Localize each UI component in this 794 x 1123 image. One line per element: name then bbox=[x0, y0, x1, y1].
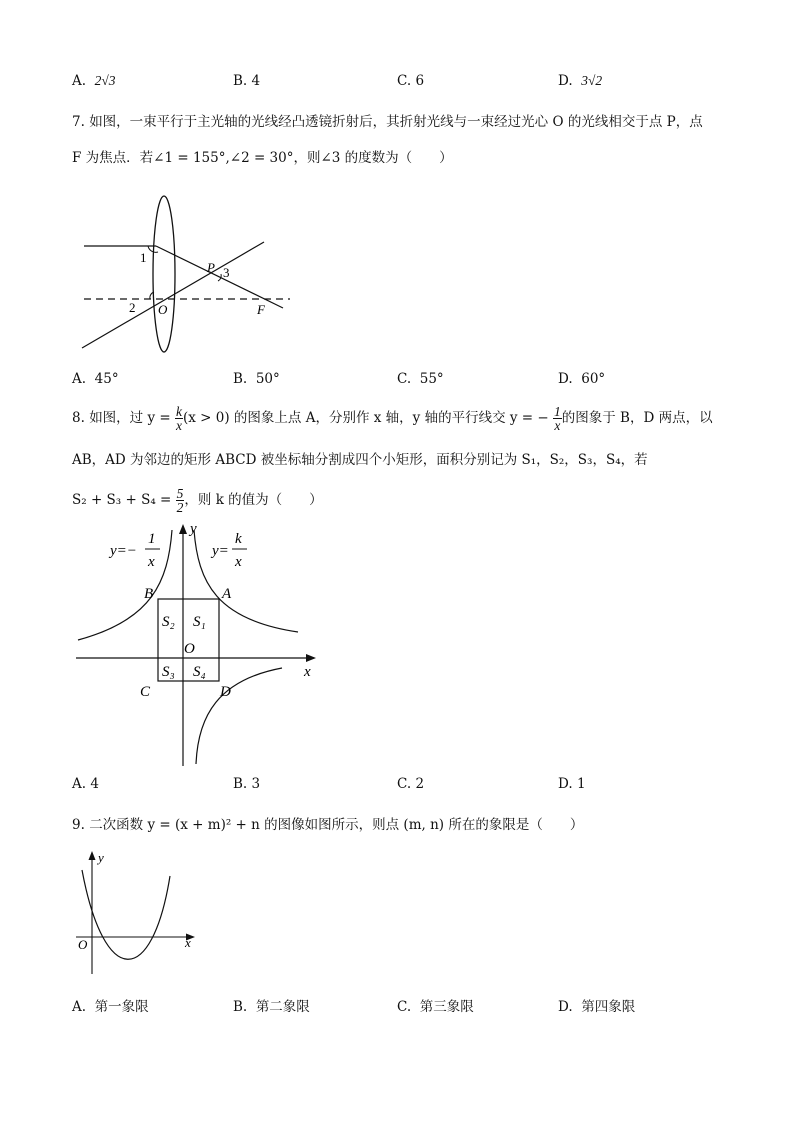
option-letter: B. bbox=[233, 371, 248, 387]
q7-option-a bbox=[72, 371, 119, 387]
option-letter: C. bbox=[397, 73, 412, 89]
option-text: 60° bbox=[581, 371, 606, 387]
option-letter: A. bbox=[72, 371, 87, 387]
question-text: F 为焦点．若∠1 = 155°,∠2 = 30°，则∠3 的度数为（ ） bbox=[72, 150, 453, 166]
q8-line3 bbox=[72, 480, 323, 520]
q9-line1 bbox=[72, 813, 583, 833]
option-letter: D. bbox=[558, 999, 573, 1015]
x-axis-arrow bbox=[306, 654, 316, 662]
point-c-label: C bbox=[140, 684, 151, 700]
q7-lens-figure bbox=[78, 190, 298, 360]
left-func-den: x bbox=[148, 554, 155, 570]
option-letter: B. bbox=[233, 999, 248, 1015]
right-func-label: y= bbox=[212, 543, 229, 559]
option-letter: C. bbox=[397, 776, 412, 792]
option-letter: C. bbox=[397, 371, 412, 387]
fraction-1-over-x bbox=[553, 405, 562, 433]
option-text: 4 bbox=[251, 73, 261, 89]
q9-option-a bbox=[72, 995, 149, 1015]
parabola-curve bbox=[82, 870, 170, 959]
question-text: (x > 0) 的图象上点 A，分别作 x 轴，y 轴的平行线交 y = − bbox=[183, 410, 549, 426]
q9-option-d bbox=[558, 995, 635, 1015]
option-letter: D. bbox=[558, 371, 573, 387]
fraction-num: k bbox=[176, 403, 183, 419]
q6-option-c bbox=[397, 73, 424, 89]
option-text: 55° bbox=[419, 371, 444, 387]
option-text: 2 bbox=[415, 776, 425, 792]
q7-option-d bbox=[558, 371, 605, 387]
option-letter: B. bbox=[233, 73, 248, 89]
s2-label: S₂ bbox=[162, 614, 175, 630]
fraction-den: x bbox=[176, 418, 183, 433]
y-axis-arrow bbox=[89, 851, 96, 860]
y-axis-label: y bbox=[190, 521, 197, 537]
option-text: 2√3 bbox=[94, 73, 116, 88]
q6-option-d bbox=[558, 73, 602, 89]
option-text: 4 bbox=[90, 776, 99, 792]
option-letter: B. bbox=[233, 776, 248, 792]
q8-line2 bbox=[72, 448, 648, 468]
option-text: 第三象限 bbox=[419, 999, 474, 1015]
point-d-label: D bbox=[220, 684, 231, 700]
y-axis-label: y bbox=[98, 850, 104, 865]
question-text: S₂ + S₃ + S₄ = bbox=[72, 492, 172, 508]
option-letter: C. bbox=[397, 999, 412, 1015]
point-a-label: A bbox=[222, 586, 232, 602]
q6-option-a bbox=[72, 73, 116, 89]
question-number: 9. bbox=[72, 817, 85, 833]
option-text: 3 bbox=[251, 776, 261, 792]
convex-lens bbox=[153, 196, 175, 352]
q9-option-c bbox=[397, 995, 474, 1015]
left-func-num: 1 bbox=[148, 531, 156, 547]
q8-hyperbola-figure bbox=[70, 520, 330, 770]
fraction-den: x bbox=[554, 418, 561, 433]
point-f-label: F bbox=[257, 302, 265, 317]
question-number: 8. bbox=[72, 410, 85, 426]
q6-option-b bbox=[233, 73, 260, 89]
question-text: 的图象于 B，D 两点，以 bbox=[561, 410, 713, 426]
option-letter: D. bbox=[558, 73, 573, 89]
option-text: 50° bbox=[255, 371, 280, 387]
option-letter: A. bbox=[72, 999, 87, 1015]
q8-option-b bbox=[233, 776, 260, 792]
q7-line2 bbox=[72, 146, 453, 166]
point-o-label: O bbox=[158, 302, 168, 317]
question-text: AB，AD 为邻边的矩形 ABCD 被坐标轴分割成四个小矩形，面积分别记为 S₁，S₂，S₃，S₄，若 bbox=[72, 452, 648, 468]
question-text: 二次函数 y = (x + m)² + n 的图像如图所示，则点 (m, n) 所在的象限是（ ） bbox=[89, 817, 584, 833]
s4-label: S₄ bbox=[193, 664, 206, 680]
question-number: 7. bbox=[72, 114, 85, 130]
left-func-label: y=− bbox=[110, 543, 137, 559]
q7-option-b bbox=[233, 371, 280, 387]
fraction-k-over-x bbox=[175, 405, 183, 433]
q7-line1 bbox=[72, 110, 703, 130]
q9-option-b bbox=[233, 995, 310, 1015]
s1-label: S₁ bbox=[193, 614, 206, 630]
origin-label: O bbox=[184, 641, 195, 657]
option-text: 第一象限 bbox=[94, 999, 149, 1015]
option-text: 第四象限 bbox=[581, 999, 636, 1015]
x-axis-label: x bbox=[304, 664, 311, 680]
origin-label: O bbox=[78, 937, 88, 952]
option-text: 3√2 bbox=[581, 73, 603, 88]
center-ray bbox=[82, 242, 264, 348]
q8-option-c bbox=[397, 776, 424, 792]
angle-2-label: 2 bbox=[129, 300, 136, 315]
option-letter: A. bbox=[72, 776, 87, 792]
q8-option-a bbox=[72, 776, 99, 792]
curve-neg-1-over-x-q4 bbox=[196, 668, 282, 764]
point-b-label: B bbox=[144, 586, 154, 602]
y-axis-arrow bbox=[179, 524, 187, 534]
option-letter: D. bbox=[558, 776, 573, 792]
angle-3-label: 3 bbox=[223, 265, 230, 280]
curve-k-over-x-q1 bbox=[194, 530, 298, 632]
option-text: 6 bbox=[415, 73, 425, 89]
x-axis-label: x bbox=[185, 935, 191, 950]
question-text: ，则 k 的值为（ ） bbox=[184, 492, 323, 508]
angle-1-label: 1 bbox=[140, 250, 147, 265]
option-letter: A. bbox=[72, 73, 87, 89]
question-text: 如图，一束平行于主光轴的光线经凸透镜折射后，其折射光线与一束经过光心 O 的光线相交于点 P，点 bbox=[89, 114, 703, 130]
fraction-den: 2 bbox=[176, 500, 184, 515]
point-p-label: P bbox=[207, 260, 215, 275]
option-text: 第二象限 bbox=[255, 999, 310, 1015]
q8-line1 bbox=[72, 398, 713, 438]
question-text: 如图，过 y = bbox=[89, 410, 171, 426]
q9-parabola-figure bbox=[70, 848, 210, 978]
q7-option-c bbox=[397, 371, 444, 387]
option-text: 1 bbox=[576, 776, 586, 792]
q8-option-d bbox=[558, 776, 586, 792]
right-func-num: k bbox=[235, 531, 242, 547]
right-func-den: x bbox=[235, 554, 242, 570]
s3-label: S₃ bbox=[162, 664, 175, 680]
fraction-num: 5 bbox=[176, 485, 184, 501]
option-text: 45° bbox=[94, 371, 119, 387]
fraction-num: 1 bbox=[554, 403, 561, 419]
